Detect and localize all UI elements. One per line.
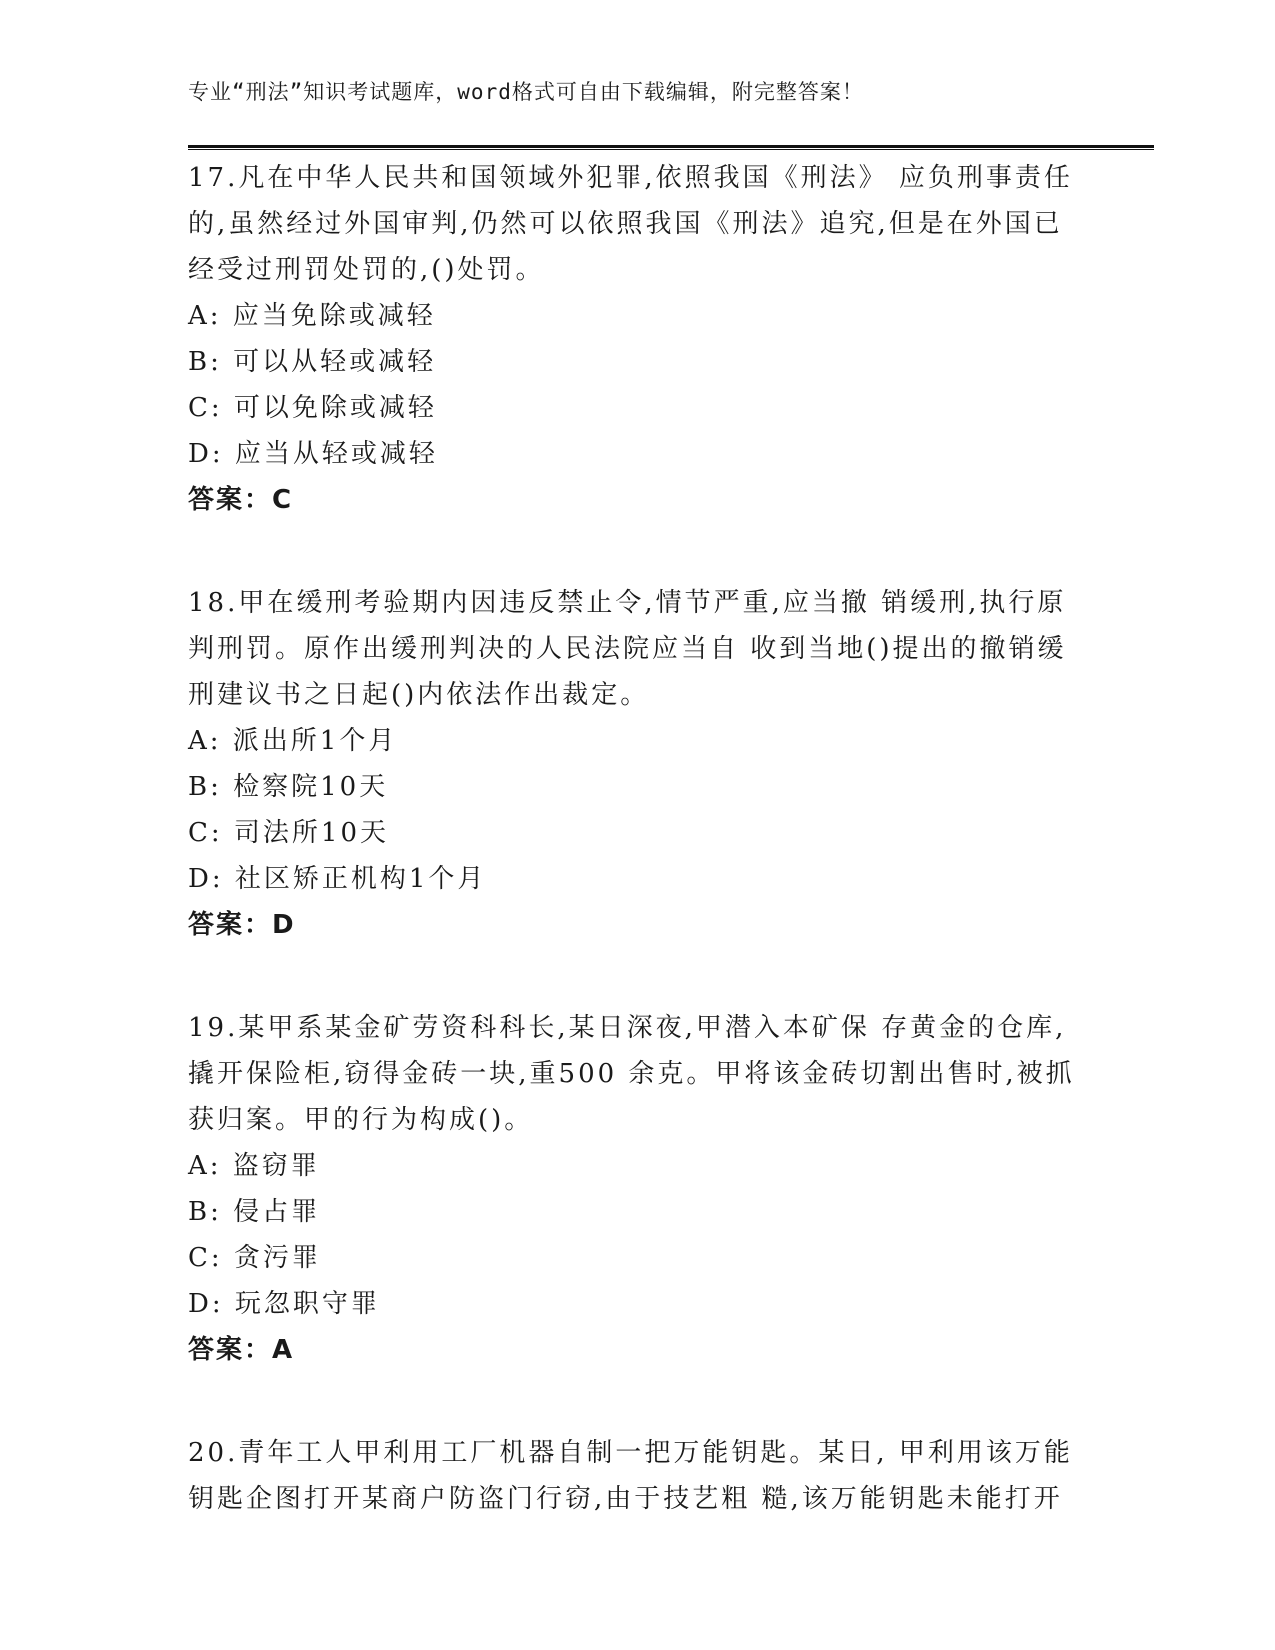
question-19 — [188, 1005, 1088, 1373]
question-17 — [188, 155, 1088, 523]
option-c: C: 可以免除或减轻 — [188, 393, 437, 423]
option-d: D: 玩忽职守罪 — [188, 1289, 380, 1319]
option-d: D: 应当从轻或减轻 — [188, 439, 438, 469]
answer-line: 答案：C — [188, 485, 294, 515]
option-a: A: 盗窃罪 — [188, 1151, 320, 1181]
option-c: C: 贪污罪 — [188, 1243, 321, 1273]
question-stem: 20.青年工人甲利用工厂机器自制一把万能钥匙。某日, 甲利用该万能钥匙企图打开某商户防盗门行窃,由于技艺粗 糙,该万能钥匙未能打开 — [188, 1438, 1073, 1514]
question-20 — [188, 1430, 1088, 1522]
option-b: B: 侵占罪 — [188, 1197, 321, 1227]
option-a: A: 派出所1个月 — [188, 726, 398, 756]
option-d: D: 社区矫正机构1个月 — [188, 864, 487, 894]
answer-line: 答案：D — [188, 910, 296, 940]
question-stem: 17.凡在中华人民共和国领域外犯罪,依照我国《刑法》 应负刑事责任的,虽然经过外国审判,仍然可以依照我国《刑法》追究,但是在外国已经受过刑罚处罚的,()处罚。 — [188, 163, 1073, 285]
question-list — [188, 155, 1088, 1579]
option-b: B: 可以从轻或减轻 — [188, 347, 437, 377]
option-c: C: 司法所10天 — [188, 818, 390, 848]
question-stem: 19.某甲系某金矿劳资科科长,某日深夜,甲潜入本矿保 存黄金的仓库,撬开保险柜,窃得金砖一块,重500 余克。甲将该金砖切割出售时,被抓获归案。甲的行为构成()。 — [188, 1013, 1075, 1135]
question-18 — [188, 580, 1088, 948]
question-stem: 18.甲在缓刑考验期内因违反禁止令,情节严重,应当撤 销缓刑,执行原判刑罚。原作出缓刑判决的人民法院应当自 收到当地()提出的撤销缓刑建议书之日起()内依法作出裁定。 — [188, 588, 1067, 710]
page-header: 专业“刑法”知识考试题库，word格式可自由下载编辑，附完整答案！ — [188, 80, 864, 104]
header-divider — [188, 145, 1154, 150]
answer-line: 答案：A — [188, 1335, 295, 1365]
option-b: B: 检察院10天 — [188, 772, 389, 802]
option-a: A: 应当免除或减轻 — [188, 301, 436, 331]
